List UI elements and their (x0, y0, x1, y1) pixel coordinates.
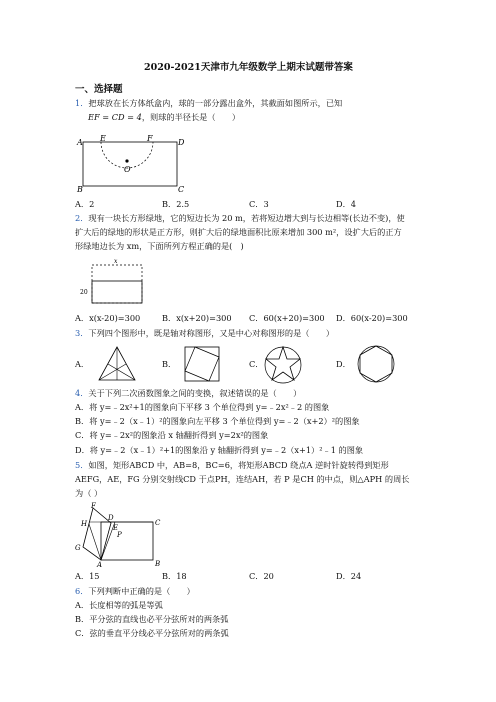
question-2-line1 (75, 213, 405, 224)
label-D: D (178, 138, 185, 147)
q1-figure (75, 134, 185, 194)
question-5-line1 (75, 460, 389, 471)
question-text: 如图，矩形ABCD 中，AB=8，BC=6，将矩形ABCD 绕点A 逆时针旋转得到矩形 (88, 460, 389, 470)
q3-figure-d (355, 343, 397, 385)
label-E: E (100, 134, 106, 143)
question-number: 6． (75, 586, 89, 596)
option-d: D．60(x-20)=300 (336, 313, 408, 323)
question-text: 下列判断中正确的是（ ） (88, 586, 195, 596)
option-b: B．将 y=﹣2（x﹣1）²的图象向左平移 3 个单位得到 y=﹣2（x+2）²的图象 (75, 416, 360, 426)
label-B: B (155, 560, 161, 568)
label-O: O (124, 165, 131, 174)
question-6-text (75, 586, 195, 597)
q3-figure-c (262, 343, 304, 385)
option-c: C． (249, 359, 264, 369)
question-number: 2． (75, 213, 89, 223)
question-number: 3． (75, 328, 89, 338)
question-text: 下列四个图形中，既是轴对称图形，又是中心对称图形的是（ ） (88, 328, 335, 338)
question-2-line3: 形绿地边长为 xm，下面所列方程正确的是( ) (75, 241, 244, 251)
question-text: 把球放在长方体纸盒内，球的一部分露出盒外，其截面如图所示，已知 (88, 98, 343, 108)
label-A: A (77, 138, 83, 147)
page-title: 2020-2021天津市九年级数学上期末试题带答案 (144, 62, 353, 73)
option-c: C．弦的垂直平分线必平分弦所对的两条弧 (75, 628, 229, 638)
option-d: D．24 (336, 571, 362, 581)
option-c: C．将 y=﹣2x²的图象沿 x 轴翻折得到 y=2x²的图象 (75, 430, 269, 440)
question-number: 4． (75, 388, 89, 398)
option-b: B．18 (162, 571, 187, 581)
option-b: B．2.5 (162, 199, 190, 209)
q2-figure (78, 257, 144, 307)
label-B: B (77, 185, 83, 194)
option-d: D．4 (336, 199, 356, 209)
label-G: G (75, 544, 81, 552)
option-d: D． (336, 359, 351, 369)
label-H: H (81, 520, 88, 528)
label-C: C (155, 519, 161, 527)
question-number: 1． (75, 98, 89, 108)
option-d: D．将 y=﹣2（x﹣1）²+1的图象沿 y 轴翻折得到 y=﹣2（x+1）²﹣1 的图象 (75, 445, 364, 455)
option-b: B．平分弦的直线也必平分弦所对的两条弧 (75, 614, 229, 624)
option-c: C．20 (249, 571, 274, 581)
question-number: 5． (75, 460, 89, 470)
q3-figure-b (182, 344, 222, 384)
question-text: ，则球的半径长是（ ） (141, 112, 241, 122)
label-C: C (178, 185, 185, 194)
question-3-text (75, 328, 334, 339)
question-4-text (75, 388, 301, 399)
q3-figure-a (95, 344, 139, 384)
label-x: x (114, 258, 118, 265)
question-1-text (75, 98, 342, 109)
question-5-line2: AEFG，AE，FG 分别交射线CD 于点PH，连结AH，若 P 是CH 的中点，则△APH 的周长 (75, 474, 410, 484)
label-20: 20 (80, 289, 88, 296)
question-5-line3: 为（ ） (75, 488, 103, 498)
option-c: C．3 (249, 199, 269, 209)
option-a: A．长度相等的弧是等弧 (75, 600, 163, 610)
option-b: B． (162, 359, 177, 369)
option-a: A．2 (75, 199, 95, 209)
label-P: P (117, 531, 122, 539)
option-c: C．60(x+20)=300 (249, 313, 325, 323)
formula: EF = CD = 4 (88, 112, 142, 122)
question-text: 现有一块长方形绿地，它的短边长为 20 m，若将短边增大到与长边相等(长边不变)，使 (88, 213, 405, 223)
option-a: A．将 y=﹣2x²+1的图象向下平移 3 个单位得到 y=﹣2x²﹣2 的图象 (75, 402, 330, 412)
q5-figure (75, 500, 165, 568)
option-b: B．x(x+20)=300 (162, 313, 232, 323)
label-E: E (113, 524, 119, 532)
option-a: A． (75, 359, 90, 369)
section-heading: 一、选择题 (75, 84, 123, 95)
question-2-line2: 扩大后的绿地的形状是正方形，则扩大后的绿地面积比原来增加 300 m²，设扩大后的正方 (75, 227, 402, 237)
question-1-formula-line (88, 112, 240, 123)
label-D: D (108, 514, 114, 522)
option-a: A．15 (75, 571, 100, 581)
option-a: A．x(x-20)=300 (75, 313, 141, 323)
question-text: 关于下列二次函数图象之间的变换，叙述错误的是（ ） (88, 388, 302, 398)
label-A: A (97, 561, 103, 568)
label-F: F (147, 134, 153, 143)
label-F: F (91, 502, 96, 510)
